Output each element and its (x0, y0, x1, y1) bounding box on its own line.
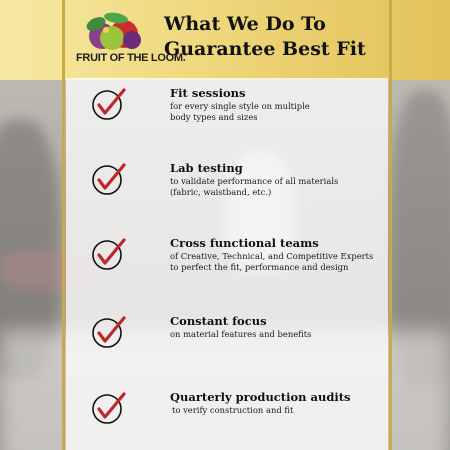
list-item (90, 161, 390, 221)
checkmark-circle-icon (90, 161, 128, 199)
item-desc-line: to verify construction and fit (172, 405, 294, 415)
title-line-1: What We Do To (164, 13, 326, 35)
item-description (172, 405, 404, 416)
item-desc-line: to perfect the fit, performance and design (170, 262, 349, 272)
item-desc-line: on material features and benefits (170, 329, 312, 339)
item-title: Lab testing (170, 161, 243, 175)
item-title: Quarterly production audits (170, 390, 351, 404)
list-item (90, 86, 390, 146)
item-title: Constant focus (170, 314, 267, 328)
checkmark-circle-icon (90, 390, 128, 428)
checkmark-circle-icon (90, 314, 128, 352)
list-item (90, 390, 390, 450)
item-desc-line: to validate performance of all materials (170, 176, 339, 186)
fruit-cluster-icon (82, 8, 148, 54)
list-item (90, 236, 390, 296)
title-line-2: Guarantee Best Fit (164, 38, 366, 60)
page-title (164, 12, 394, 62)
checkmark-circle-icon (90, 236, 128, 274)
item-desc-line: body types and sizes (170, 112, 258, 122)
item-description (170, 176, 402, 198)
item-description (170, 251, 402, 273)
item-description (170, 329, 402, 340)
item-title: Fit sessions (170, 86, 246, 100)
item-desc-line: (fabric, waistband, etc.) (170, 187, 272, 197)
item-title: Cross functional teams (170, 236, 319, 250)
item-desc-line: for every single style on multiple (170, 101, 310, 111)
checkmark-circle-icon (90, 86, 128, 124)
item-desc-line: of Creative, Technical, and Competitive Experts (170, 251, 374, 261)
item-description (170, 101, 402, 123)
list-item (90, 314, 390, 374)
brand-logo (72, 8, 186, 70)
logo-wordmark: FRUIT OF THE LOOM. (76, 52, 186, 64)
